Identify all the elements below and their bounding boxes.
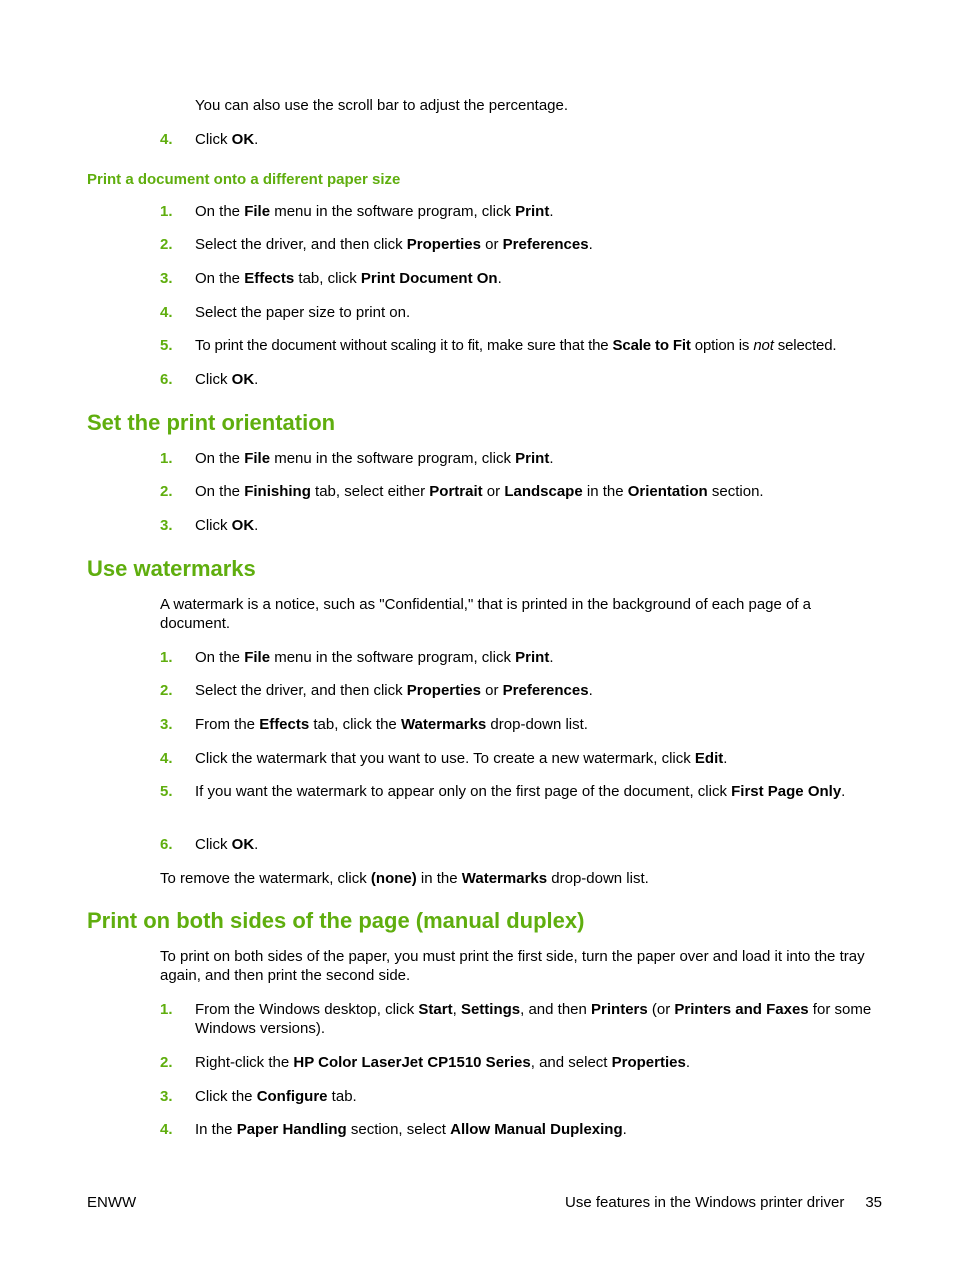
heading-orientation: Set the print orientation — [87, 410, 336, 435]
step-number: 3. — [160, 517, 173, 534]
heading-watermarks: Use watermarks — [87, 556, 256, 581]
step-text: Click OK. — [195, 836, 259, 853]
scroll-note: You can also use the scroll bar to adjust the percentage. — [195, 97, 569, 114]
step-number: 3. — [160, 270, 173, 287]
step-text: On the File menu in the software program, click Print. — [195, 649, 554, 666]
step-number: 6. — [160, 836, 173, 853]
step-text: To print the document without scaling it to fit, make sure that the Scale to Fit option is not selected. — [195, 337, 837, 354]
step-number: 4. — [160, 304, 173, 321]
step-number: 1. — [160, 1001, 173, 1018]
watermarks-remove-note: To remove the watermark, click (none) in the Watermarks drop-down list. — [160, 870, 649, 887]
step-text: In the Paper Handling section, select Allow Manual Duplexing. — [195, 1121, 627, 1138]
step-text: On the Effects tab, click Print Document On. — [195, 270, 502, 287]
step-number: 4. — [160, 131, 173, 148]
step-text: On the Finishing tab, select either Portrait or Landscape in the Orientation section. — [195, 483, 764, 500]
step-number: 1. — [160, 649, 173, 666]
step-text: Click OK. — [195, 517, 259, 534]
page-number: 35 — [865, 1194, 882, 1211]
step-text: From the Effects tab, click the Watermarks drop-down list. — [195, 716, 588, 733]
step-number: 2. — [160, 1054, 173, 1071]
step-number: 6. — [160, 371, 173, 388]
step-text: Right-click the HP Color LaserJet CP1510 Series, and select Properties. — [195, 1054, 690, 1071]
step-text: Click OK. — [195, 131, 259, 148]
step-number: 4. — [160, 1121, 173, 1138]
step-number: 1. — [160, 450, 173, 467]
step-text: Click the Configure tab. — [195, 1088, 357, 1105]
footer-left: ENWW — [87, 1194, 137, 1211]
step-text: On the File menu in the software program, click Print. — [195, 203, 554, 220]
step-number: 3. — [160, 1088, 173, 1105]
footer-section-title: Use features in the Windows printer driver — [565, 1194, 845, 1211]
step-text: On the File menu in the software program, click Print. — [195, 450, 554, 467]
watermarks-intro: A watermark is a notice, such as "Confidential," that is printed in the background of each page of a document. — [160, 596, 812, 632]
step-number: 4. — [160, 750, 173, 767]
step-number: 5. — [160, 337, 173, 354]
duplex-intro: To print on both sides of the paper, you must print the first side, turn the paper over and load it into the tray again, and then print the second side. — [160, 948, 865, 984]
step-text: Click OK. — [195, 371, 259, 388]
step-text: Select the paper size to print on. — [195, 304, 411, 321]
step-number: 3. — [160, 716, 173, 733]
step-text: Select the driver, and then click Properties or Preferences. — [195, 682, 593, 699]
step-number: 1. — [160, 203, 173, 220]
step-text: From the Windows desktop, click Start, Settings, and then Printers (or Printers and Faxes for some Windows versions). — [195, 1001, 872, 1037]
step-number: 2. — [160, 236, 173, 253]
step-number: 2. — [160, 682, 173, 699]
step-text: If you want the watermark to appear only on the first page of the document, click First Page Only. — [195, 783, 846, 800]
step-number: 2. — [160, 483, 173, 500]
footer-right — [565, 1193, 882, 1212]
step-text: Select the driver, and then click Properties or Preferences. — [195, 236, 593, 253]
step-text: Click the watermark that you want to use. To create a new watermark, click Edit. — [195, 750, 728, 767]
heading-duplex: Print on both sides of the page (manual duplex) — [87, 908, 585, 933]
subheading-paper-size: Print a document onto a different paper size — [87, 171, 401, 188]
step-number: 5. — [160, 783, 173, 800]
